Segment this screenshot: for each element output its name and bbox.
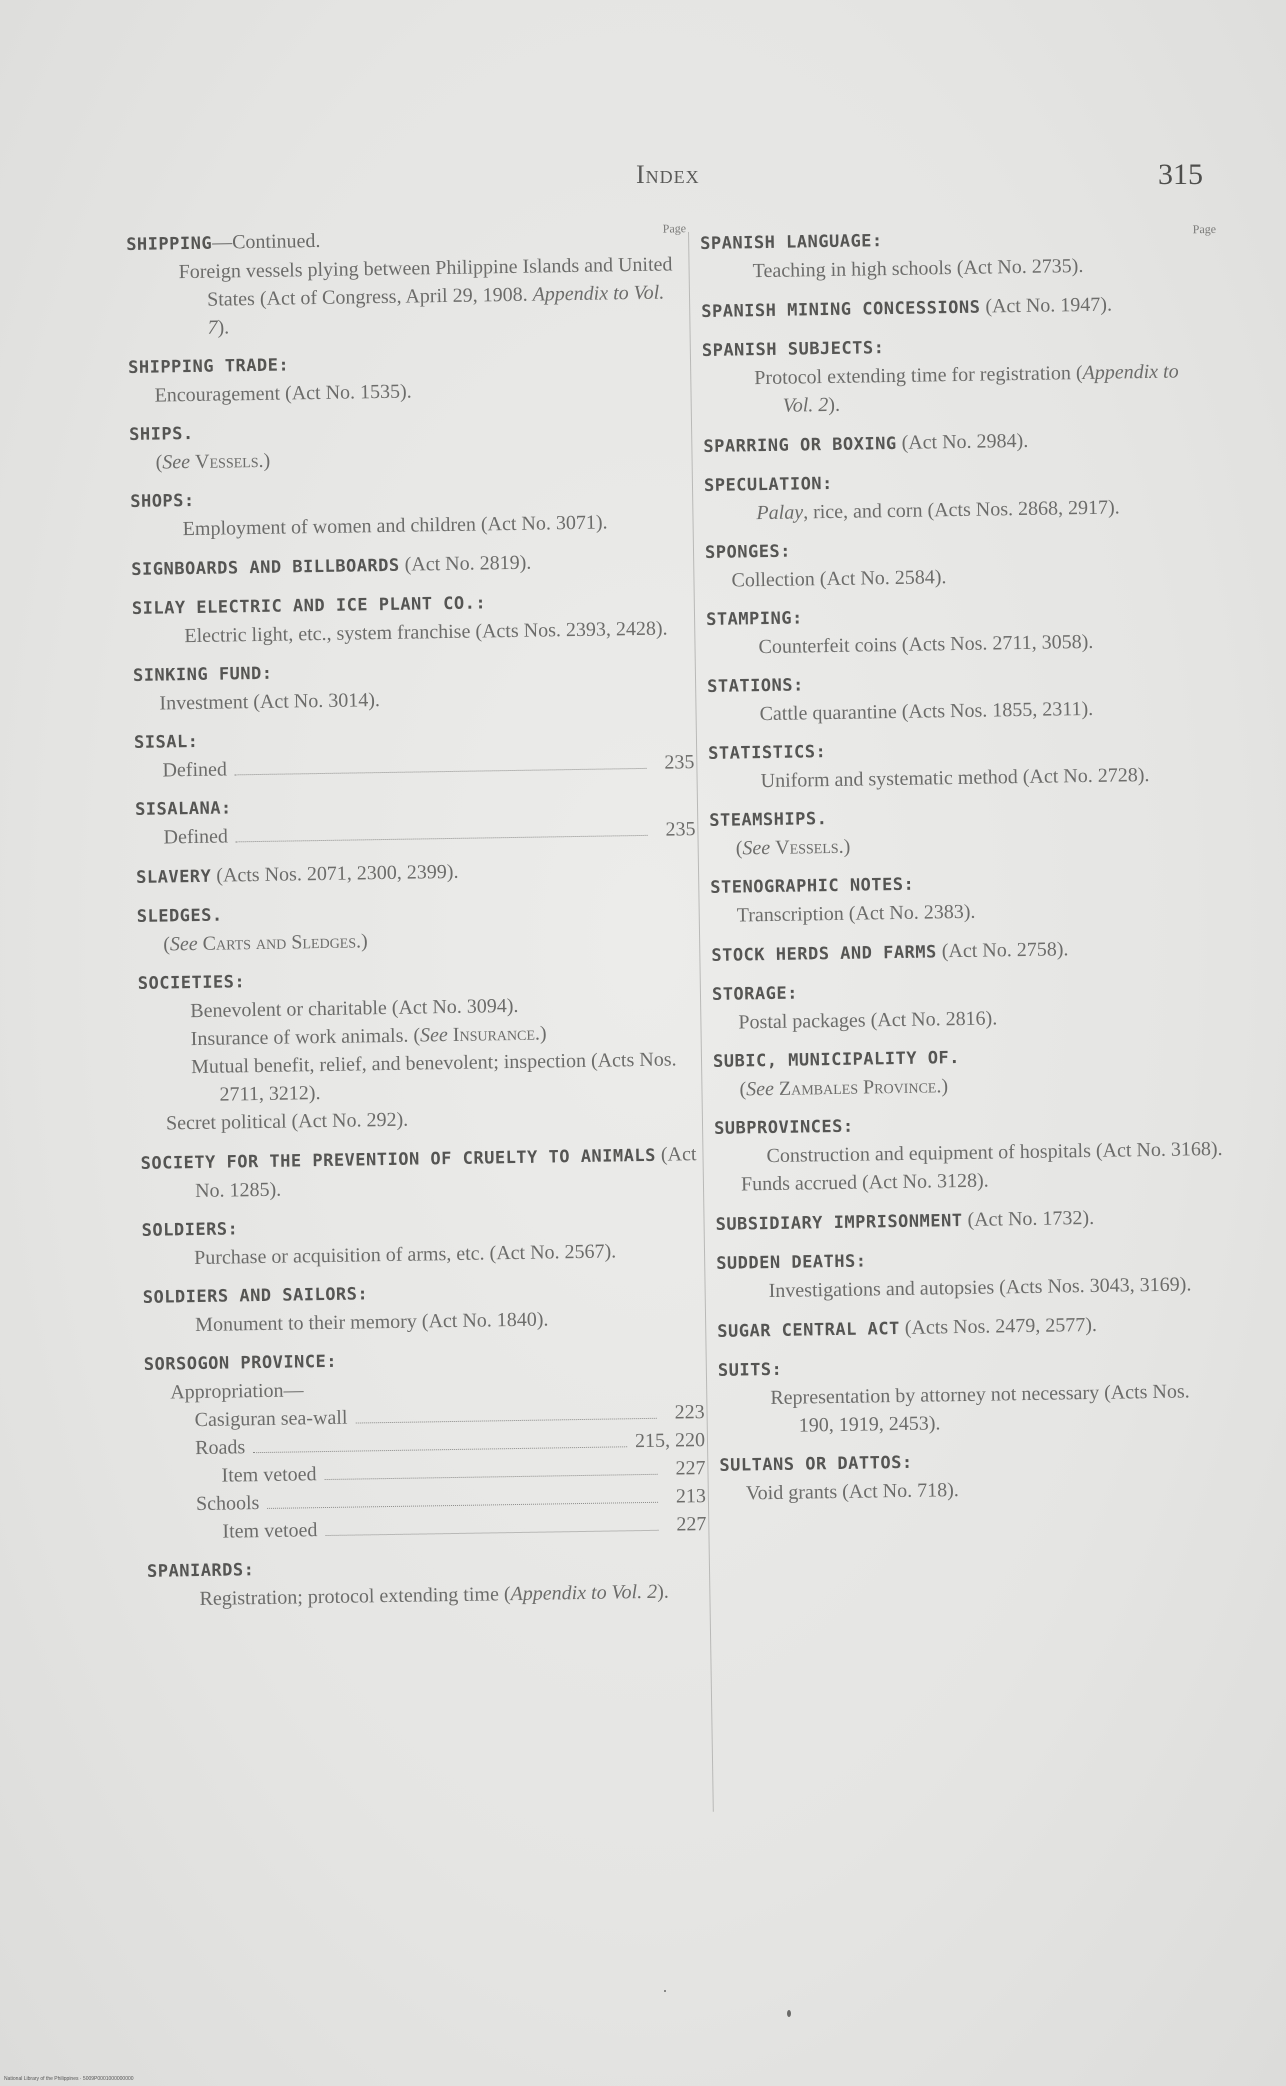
subentry: Collection (Act No. 2584). <box>731 566 947 592</box>
subentry-italic: Palay <box>756 501 804 525</box>
page-ref: 235 <box>664 751 695 774</box>
see-target: Zambales Province. <box>778 1075 942 1100</box>
see-target: Vessels. <box>774 835 844 859</box>
heading-text: SOCIETY FOR THE PREVENTION OF CRUELTY TO ANIMALS <box>140 1145 657 1174</box>
entry-heading-line <box>703 424 1213 461</box>
index-entry <box>126 221 688 343</box>
heading-note: (Acts Nos. 2479, 2577). <box>904 1313 1098 1339</box>
cross-reference: (See Zambales Province.) <box>739 1075 949 1101</box>
heading-text: SHIPPING <box>126 233 213 255</box>
index-entry <box>134 720 695 785</box>
heading-text: STOCK HERDS AND FARMS <box>711 942 937 966</box>
subentry: Monument to their memory (Act No. 1840). <box>195 1308 549 1337</box>
entry-heading: SOCIETIES: <box>137 972 246 994</box>
running-head-title: Index <box>636 160 700 189</box>
page-number: 315 <box>1158 158 1203 191</box>
page-column-label: Page <box>1192 221 1217 237</box>
entry-heading: SULTANS OR DATTOS: <box>719 1452 913 1476</box>
entry-heading-line <box>715 1202 1225 1239</box>
index-entry <box>703 424 1213 461</box>
heading-text: SUGAR CENTRAL ACT <box>717 1318 900 1342</box>
running-head <box>636 160 700 190</box>
index-entry <box>704 464 1215 528</box>
subentry: Cattle quarantine (Acts Nos. 1855, 2311). <box>759 697 1094 726</box>
index-entry <box>137 894 698 959</box>
heading-note: (Act No. 2984). <box>901 429 1029 454</box>
index-entry <box>129 412 690 477</box>
see-target: Insurance. <box>452 1022 541 1046</box>
entry-heading: SISAL: <box>133 731 199 753</box>
leader-label: Defined <box>162 758 228 782</box>
entry-heading: SILAY ELECTRIC AND ICE PLANT CO.: <box>131 593 487 619</box>
entry-heading-line <box>131 546 691 584</box>
index-entry <box>717 1309 1227 1346</box>
cross-reference: (See Carts and Sledges.) <box>163 930 368 956</box>
subentry-italic: Appendix to Vol. 2 <box>782 360 1179 417</box>
scan-speck <box>664 1990 666 1992</box>
entry-heading: SPONGES: <box>704 541 792 563</box>
entry-heading: SPANISH LANGUAGE: <box>700 231 883 254</box>
index-entry <box>713 1040 1224 1104</box>
subentry: Mutual benefit, relief, and benevolent; inspection (Acts Nos. 2711, 3212). <box>190 1048 677 1106</box>
entry-heading: SUITS: <box>717 1359 783 1381</box>
leader-label: Roads <box>194 1436 246 1460</box>
subentry: Insurance of work animals. (See Insurance.) <box>190 1022 547 1051</box>
index-entry <box>140 1140 701 1206</box>
page-ref: 213 <box>675 1485 707 1508</box>
entry-heading: STATIONS: <box>707 675 804 697</box>
subentry: Investment (Act No. 3014). <box>159 689 381 715</box>
page-ref: 235 <box>665 818 696 841</box>
subentry-text: Insurance of work animals. <box>190 1024 409 1051</box>
heading-text: SIGNBOARDS AND BILLBOARDS <box>131 555 400 580</box>
heading-text: SPARRING OR BOXING <box>703 433 897 457</box>
subentry: Void grants (Act No. 718). <box>745 1479 959 1505</box>
dot-leader <box>236 835 648 842</box>
subentry-end: ). <box>828 393 841 417</box>
subentry-text: , rice, and corn (Acts Nos. 2868, 2917). <box>802 496 1120 524</box>
entry-heading: SHOPS: <box>130 490 195 512</box>
subentry: Purchase or acquisition of arms, etc. (Act No. 2567). <box>193 1240 617 1270</box>
index-entry <box>716 1242 1227 1306</box>
heading-note: (Act No. 1285). <box>194 1143 697 1203</box>
index-entry <box>707 665 1218 729</box>
subentry-text: Protocol extending time for registration ( <box>754 362 1083 390</box>
dot-leader <box>253 1446 627 1453</box>
subentry: Counterfeit coins (Acts Nos. 2711, 3058). <box>758 630 1094 659</box>
index-entry <box>708 732 1219 796</box>
index-entry <box>719 1444 1230 1508</box>
index-entry <box>128 345 689 410</box>
subentry: Construction and equipment of hospitals (Act No. 3168). <box>766 1137 1223 1168</box>
index-entry <box>706 598 1217 662</box>
index-entry <box>712 973 1223 1037</box>
subentry: Teaching in high schools (Act No. 2735). <box>752 254 1084 283</box>
index-entry <box>702 329 1213 421</box>
leader-label: Schools <box>195 1492 260 1516</box>
entry-heading-line <box>711 933 1221 970</box>
subentry: Investigations and autopsies (Acts Nos. 3043, 3169). <box>768 1273 1192 1303</box>
see-label: See <box>746 1077 775 1101</box>
heading-note: (Act No. 2758). <box>941 938 1069 963</box>
dot-leader <box>235 768 647 775</box>
index-entry <box>130 479 691 544</box>
entry-heading: SHIPS. <box>129 423 194 445</box>
scan-speck <box>787 2010 791 2017</box>
heading-text: SPANISH MINING CONCESSIONS <box>701 297 981 322</box>
subentry: Electric light, etc., system franchise (Acts Nos. 2393, 2428). <box>184 617 668 648</box>
entry-heading: SPANIARDS: <box>146 1560 255 1582</box>
index-entry <box>132 586 693 651</box>
see-label: See <box>742 836 771 860</box>
index-entry <box>136 854 696 892</box>
index-entry <box>714 1107 1225 1199</box>
entry-heading: SISALANA: <box>134 798 232 820</box>
entry-heading-line <box>140 1140 701 1206</box>
heading-note: —Continued. <box>211 229 321 254</box>
subentry: Encouragement (Act No. 1535). <box>154 380 412 407</box>
subentry: Uniform and systematic method (Act No. 2728). <box>760 764 1150 793</box>
index-entry <box>700 222 1211 286</box>
subentry: Transcription (Act No. 2383). <box>736 900 976 927</box>
index-entry <box>705 531 1216 595</box>
page-column-label: Page <box>662 221 687 236</box>
entry-heading: STAMPING: <box>705 608 803 630</box>
right-column <box>700 222 1230 1519</box>
page-ref: 215, 220 <box>634 1429 706 1453</box>
see-target: Carts and Sledges. <box>202 930 362 955</box>
entry-heading: SHIPPING TRADE: <box>128 355 290 378</box>
entry-heading: STENOGRAPHIC NOTES: <box>710 874 915 898</box>
page-ref: 227 <box>676 1513 707 1536</box>
subentry: Benevolent or charitable (Act No. 3094). <box>190 994 519 1023</box>
subentry-end: ). <box>656 1580 669 1603</box>
cross-reference: (See Vessels.) <box>735 835 851 860</box>
entry-heading-line <box>701 289 1211 326</box>
index-entry <box>718 1349 1229 1441</box>
leader-label: Casiguran sea-wall <box>194 1406 348 1432</box>
entry-heading: STEAMSHIPS. <box>709 809 828 831</box>
subentry-end: ). <box>217 316 230 339</box>
entry-heading: SOLDIERS AND SAILORS: <box>142 1284 369 1308</box>
heading-note: (Act No. 1732). <box>967 1206 1095 1231</box>
heading-note: (Act No. 1947). <box>985 293 1113 318</box>
subentry-text: Foreign vessels plying between Philippine Islands and United States (Act of Congress, April 29, 1908. <box>178 253 673 311</box>
subentry: Secret political (Act No. 292). <box>165 1108 409 1135</box>
entry-heading: SPANISH SUBJECTS: <box>701 338 885 361</box>
entry-heading: SORSOGON PROVINCE: <box>143 1351 338 1375</box>
heading-text: SUBSIDIARY IMPRISONMENT <box>715 1211 963 1235</box>
index-entry <box>711 933 1221 970</box>
entry-heading: SOLDIERS: <box>141 1219 239 1241</box>
index-entry <box>147 1549 708 1614</box>
scan-credit: National Library of the Philippines · 5009P0001000000000 <box>4 2076 134 2082</box>
index-entry <box>709 799 1220 863</box>
index-entry <box>701 289 1211 326</box>
entry-heading: STATISTICS: <box>708 742 827 764</box>
see-target: Vessels. <box>194 449 264 473</box>
see-label: See <box>419 1024 449 1047</box>
index-entry <box>715 1202 1225 1239</box>
index-entry <box>133 653 694 718</box>
page-ref: 223 <box>674 1401 705 1424</box>
see-label: See <box>162 451 191 474</box>
subentry: Funds accrued (Act No. 3128). <box>740 1169 989 1196</box>
leader-label: Defined <box>163 825 229 849</box>
dot-leader <box>355 1418 656 1424</box>
entry-heading: SPECULATION: <box>703 473 833 496</box>
index-entry <box>142 1208 703 1273</box>
entry-heading: SUBIC, MUNICIPALITY OF. <box>712 1048 961 1072</box>
entry-heading-line <box>717 1309 1227 1346</box>
cross-reference: (See Vessels.) <box>155 449 271 474</box>
entry-heading: SINKING FUND: <box>132 663 273 686</box>
subentry: Appropriation— <box>170 1379 304 1404</box>
subentry-text: Registration; protocol extending time ( <box>199 1583 511 1611</box>
index-entry <box>710 866 1221 930</box>
index-entry <box>135 787 696 852</box>
subentry <box>702 357 1213 421</box>
heading-note: (Act No. 2819). <box>404 551 532 576</box>
subentry: Representation by attorney not necessary (Acts Nos. 190, 1919, 2453). <box>770 1380 1190 1437</box>
subentry-italic: Appendix to Vol. 2 <box>510 1580 658 1606</box>
leader-label: Item vetoed <box>222 1519 318 1543</box>
index-entry <box>131 546 691 584</box>
dot-leader <box>325 1530 658 1536</box>
dot-leader <box>267 1502 658 1509</box>
index-entry <box>143 1275 704 1340</box>
entry-heading: SUBPROVINCES: <box>713 1116 854 1139</box>
heading-note: (Acts Nos. 2071, 2300, 2399). <box>216 860 459 887</box>
subentry <box>126 250 687 343</box>
left-column <box>126 221 708 1625</box>
leader-label: Item vetoed <box>221 1463 317 1487</box>
page-ref: 227 <box>675 1457 706 1480</box>
subentry: Employment of women and children (Act No. 3071). <box>182 511 608 541</box>
entry-heading: STORAGE: <box>711 983 799 1005</box>
heading-text: SLAVERY <box>136 866 212 888</box>
entry-heading-line <box>136 854 696 892</box>
subentry: Postal packages (Act No. 2816). <box>738 1007 998 1034</box>
subentry-italic: Appendix to Vol. 7 <box>207 281 665 339</box>
index-entry <box>144 1342 707 1547</box>
entry-heading: SLEDGES. <box>136 905 223 927</box>
index-entry <box>138 961 701 1138</box>
dot-leader <box>325 1474 658 1480</box>
see-label: See <box>169 932 198 956</box>
entry-heading: SUDDEN DEATHS: <box>716 1251 867 1274</box>
